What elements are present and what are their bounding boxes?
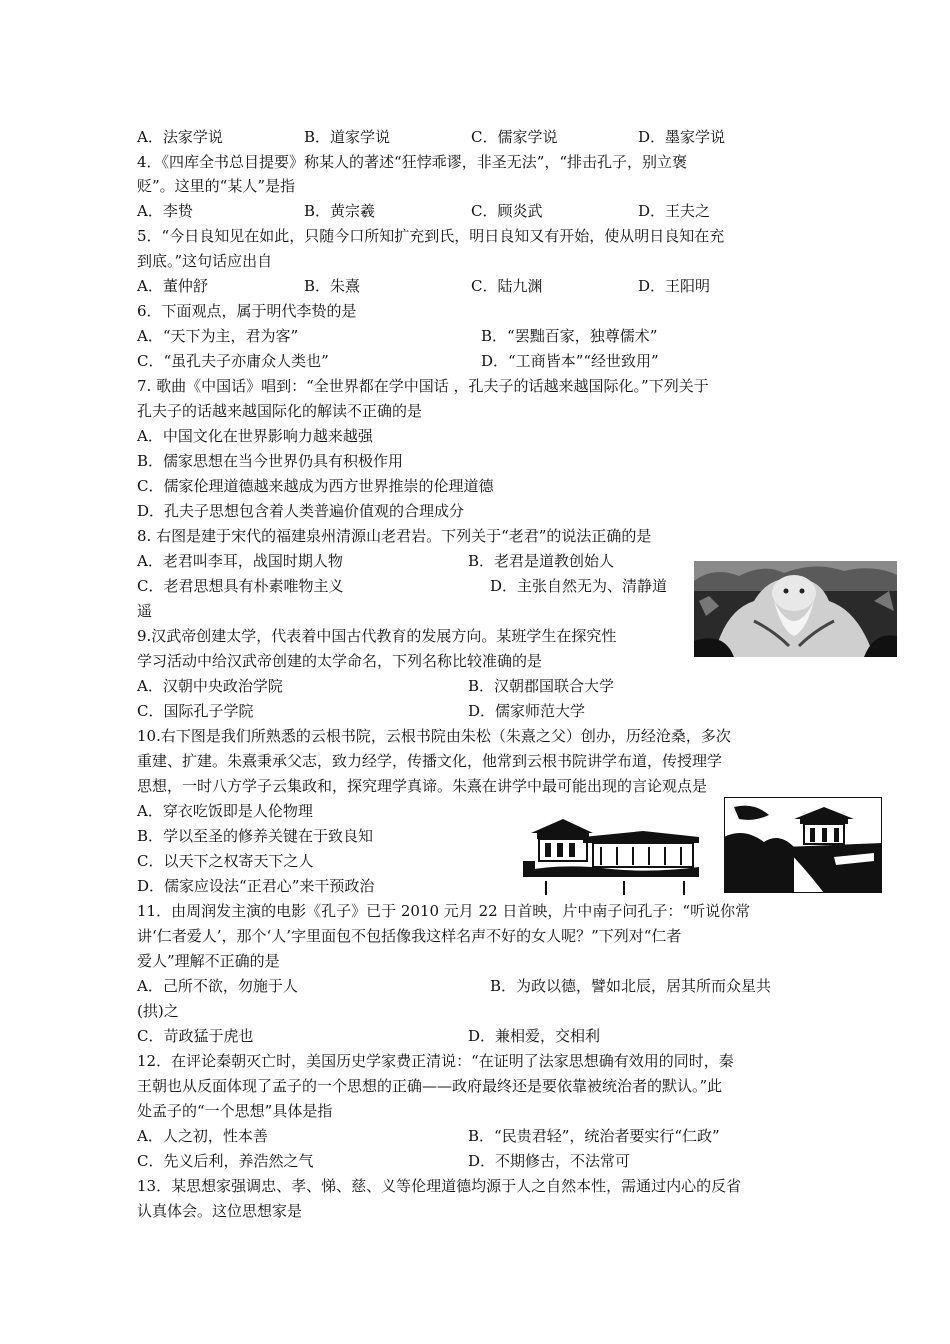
- text-line: (拱)之: [137, 1002, 179, 1020]
- text-line: D．王阳明: [638, 277, 711, 295]
- text-line: D．王夫之: [638, 202, 711, 220]
- text-line: C．老君思想具有朴素唯物主义: [137, 577, 344, 595]
- text-line: 5．“今日良知见在如此，只随今口所知扩充到氏，明日良知又有开始，使从明日良知在充: [137, 227, 725, 245]
- text-line: 思想，一时八方学子云集政和，探究理学真谛。朱熹在讲学中最可能出现的言论观点是: [137, 777, 708, 795]
- text-line: B．汉朝郡国联合大学: [468, 677, 615, 695]
- text-line: C．国际孔子学院: [137, 702, 254, 720]
- text-line: A．董仲舒: [137, 277, 208, 295]
- text-line: 讲‘仁者爱人’，那个‘人’字里面包不包括像我这样名声不好的女人呢？”下列对“仁者: [137, 927, 682, 945]
- text-line: C．顾炎武: [471, 202, 543, 220]
- text-line: B．道家学说: [304, 128, 391, 146]
- yungen-academy-image-1: [523, 811, 699, 895]
- text-line: C．儒家学说: [471, 128, 558, 146]
- text-line: D．孔夫子思想包含着人类普遍价值观的合理成分: [137, 502, 465, 520]
- text-line: A．人之初，性本善: [137, 1127, 268, 1145]
- text-line: 11．由周润发主演的电影《孔子》已于 2010 元月 22 日首映，片中南子问孔子：“听说你常: [137, 902, 751, 920]
- text-line: B．“民贵君轻”，统治者要实行“仁政”: [468, 1127, 720, 1145]
- text-line: 到底。”这句话应出自: [137, 252, 273, 270]
- text-line: 13．某思想家强调忠、孝、悌、慈、义等伦理道德均源于人之自然本性，需通过内心的反省: [137, 1177, 742, 1195]
- text-line: B．学以至圣的修养关键在于致良知: [137, 827, 374, 845]
- text-line: 8. 右图是建于宋代的福建泉州清源山老君岩。下列关于“老君”的说法正确的是: [137, 527, 652, 545]
- text-line: C．陆九渊: [471, 277, 543, 295]
- text-line: A．汉朝中央政治学院: [137, 677, 283, 695]
- text-line: C．先义后利，养浩然之气: [137, 1152, 314, 1170]
- text-line: D．主张自然无为、清静道: [490, 577, 668, 595]
- text-line: A．“天下为主，君为客”: [137, 327, 299, 345]
- text-line: D．不期修古，不法常可: [468, 1152, 631, 1170]
- yungen-academy-image-2: [724, 797, 882, 893]
- text-line: 贬”。这里的“某人”是指: [137, 177, 296, 195]
- text-line: 学习活动中给汉武帝创建的太学命名，下列名称比较准确的是: [137, 652, 543, 670]
- text-line: B．朱熹: [304, 277, 361, 295]
- text-line: B．老君是道教创始人: [468, 552, 615, 570]
- text-line: D．儒家师范大学: [468, 702, 586, 720]
- text-line: A．中国文化在世界影响力越来越强: [137, 427, 373, 445]
- text-line: 6．下面观点，属于明代李贽的是: [137, 302, 357, 320]
- text-line: 9.汉武帝创建太学，代表着中国古代教育的发展方向。某班学生在探究性: [137, 627, 617, 645]
- text-line: B．黄宗羲: [304, 202, 376, 220]
- text-line: D．“工商皆本”“经世致用”: [481, 352, 659, 370]
- text-line: A．己所不欲，勿施于人: [137, 977, 298, 995]
- text-line: D．兼相爱，交相利: [468, 1027, 601, 1045]
- text-line: A．老君叫李耳，战国时期人物: [137, 552, 343, 570]
- text-line: B．儒家思想在当今世界仍具有积极作用: [137, 452, 404, 470]
- text-line: C．“虽孔夫子亦庸众人类也”: [137, 352, 329, 370]
- text-line: 遥: [137, 602, 153, 620]
- text-line: D．儒家应设法“正君心”来干预政治: [137, 877, 375, 895]
- text-line: 重建、扩建。朱熹秉承父志，致力经学，传播文化，他常到云根书院讲学布道，传授理学: [137, 752, 723, 770]
- text-line: C．苛政猛于虎也: [137, 1027, 254, 1045]
- text-line: A．穿衣吃饭即是人伦物理: [137, 802, 313, 820]
- text-line: 王朝也从反面体现了孟子的一个思想的正确——政府最终还是要依靠被统治者的默认。”此: [137, 1077, 723, 1095]
- text-line: C．儒家伦理道德越来越成为西方世界推崇的伦理道德: [137, 477, 494, 495]
- text-line: A．法家学说: [137, 128, 223, 146]
- text-line: B．为政以德，譬如北辰，居其所而众星共: [490, 977, 772, 995]
- text-line: 10.右下图是我们所熟悉的云根书院，云根书院由朱松（朱熹之父）创办，历经沧桑，多次: [137, 727, 731, 745]
- text-line: A．李贽: [137, 202, 193, 220]
- text-line: D．墨家学说: [638, 128, 726, 146]
- text-line: 4．《四库全书总目提要》称某人的著述“狂悖乖谬，非圣无法”，“排击孔子，别立褒: [137, 153, 688, 171]
- text-line: 爱人”理解不正确的是: [137, 952, 280, 970]
- text-line: 认真体会。这位思想家是: [137, 1202, 303, 1220]
- laojun-statue-image: [694, 561, 897, 657]
- text-line: 7. 歌曲《中国话》唱到：“全世界都在学中国话 ，孔夫子的话越来越国际化。”下列关于: [137, 377, 709, 395]
- text-line: 孔夫子的话越来越国际化的解读不正确的是: [137, 402, 423, 420]
- text-line: 处孟子的“一个思想”具体是指: [137, 1102, 333, 1120]
- text-line: 12．在评论秦朝灭亡时，美国历史学家费正清说：“在证明了法家思想确有效用的同时，秦: [137, 1052, 734, 1070]
- text-line: C．以天下之权寄天下之人: [137, 852, 314, 870]
- text-line: B．“罢黜百家，独尊儒术”: [481, 327, 658, 345]
